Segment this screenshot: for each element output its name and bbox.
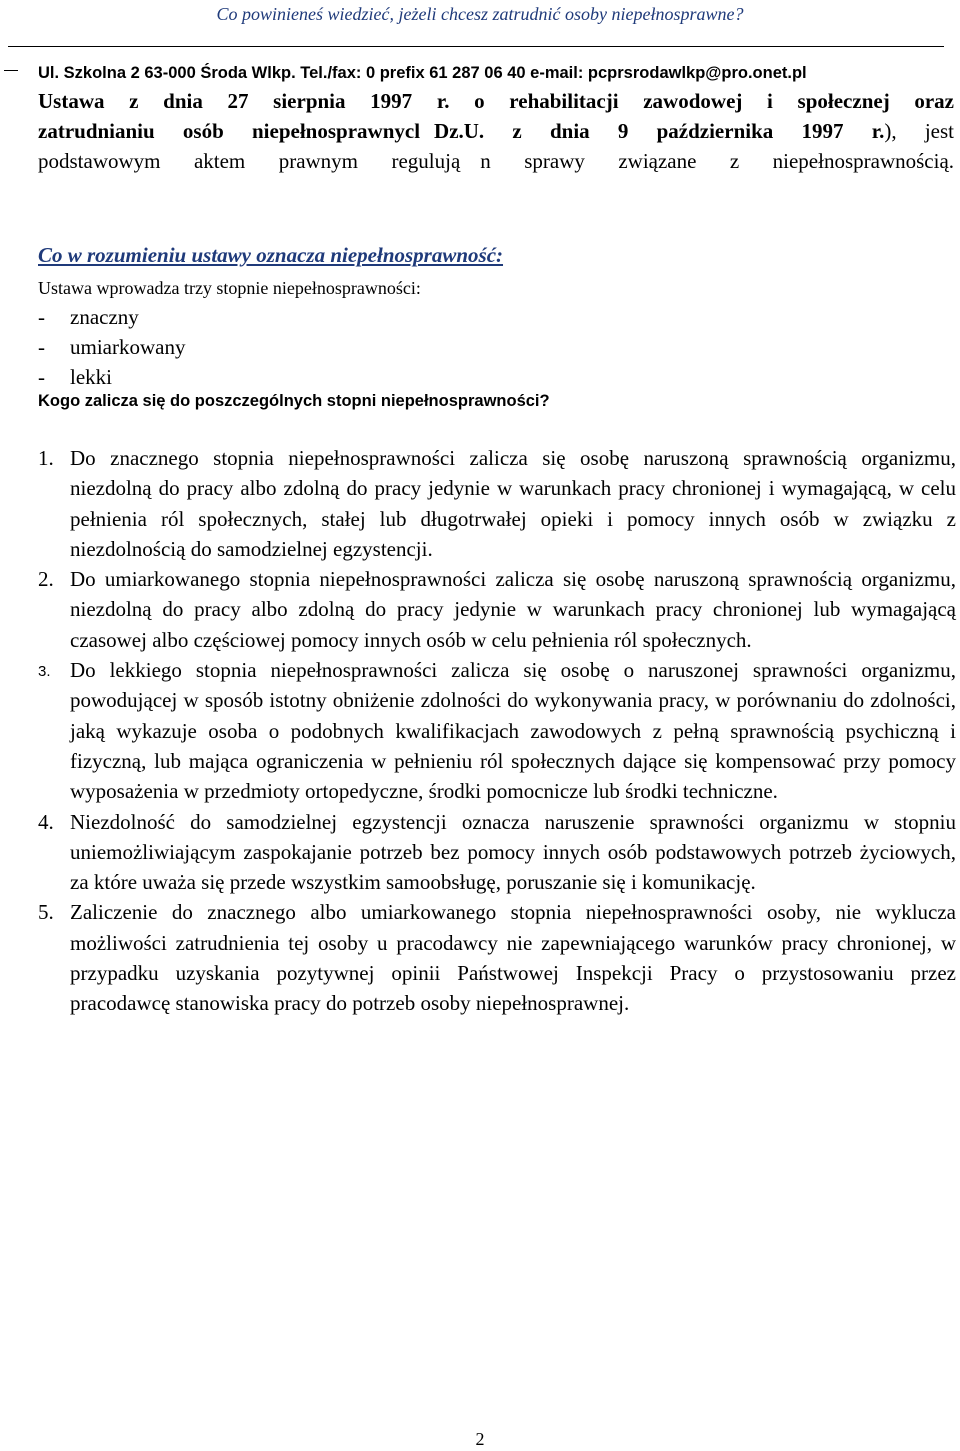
intro-line-2 — [38, 116, 954, 146]
intro-line-2-part-c: ), jest — [884, 119, 955, 143]
list-item-number: 1. — [38, 446, 54, 470]
degree-dash: - — [38, 365, 45, 389]
intro-line-3 — [38, 146, 954, 176]
margin-dash — [4, 70, 18, 71]
contact-line: Ul. Szkolna 2 63-000 Środa Wlkp. Tel./fax: 0 prefix 61 287 06 40 e-mail: pcprsrodawlkp@pro.onet.pl — [38, 64, 807, 82]
list-item-text: Zaliczenie do znacznego albo umiarkowanego stopnia niepełnosprawności osoby, nie wyklucza możliwości zatrudnienia tej osoby u pracodawcy nie zapewniającego warunków pracy chronionej, w przypadku uzyskania pozytywnej opinii Państwowej Inspekcji Pracy o przystosowaniu przez pracodawcę stanowiska pracy do potrzeb osoby niepełnosprawnej. — [70, 900, 956, 1016]
degree-list — [38, 302, 185, 392]
page-header-title: Co powinieneś wiedzieć, jeżeli chcesz zatrudnić osoby niepełnosprawne? — [216, 4, 744, 24]
section-heading: Co w rozumieniu ustawy oznacza niepełnosprawność: — [38, 243, 504, 267]
list-item-number: 4. — [38, 809, 54, 834]
intro-line-2-part-b: Dz.U. z dnia 9 października 1997 r. — [434, 119, 885, 143]
list-item-text: Do umiarkowanego stopnia niepełnosprawności zalicza się osobę naruszoną sprawnością organizmu, niezdolną do pracy albo zdolną do pracy jedynie w warunkach pracy chronionej lub wymagającą czasowej albo częściowej pomocy innych osób w celu pełnienia ról społecznych. — [70, 567, 956, 652]
header-divider — [8, 46, 944, 47]
degree-dash: - — [38, 335, 45, 359]
list-item — [38, 807, 956, 898]
intro-line-3-part-a: podstawowym aktem prawnym regulują — [38, 149, 461, 173]
degree-dash: - — [38, 305, 45, 329]
degree-label: lekki — [70, 365, 112, 389]
list-item — [38, 655, 956, 806]
list-item-number: 5. — [38, 900, 54, 925]
list-item-text: Do lekkiego stopnia niepełnosprawności zalicza się osobę o naruszonej sprawności organizmu, powodującej w sposób istotny obniżenie zdolności do wykonywania pracy, w porównaniu do zdolności, jaką wykazuje osoba o podobnych kwalifikacjach zawodowych z pełną sprawnością psychiczną i fizyczną, lub mająca ograniczenia w pełnieniu ról społecznych dające się kompensować przy pomocy wyposażenia w przedmioty ortopedyczne, środki pomocnicze lub środki techniczne. — [70, 658, 956, 804]
degree-label: umiarkowany — [70, 335, 186, 359]
page-number: 2 — [475, 1429, 485, 1449]
numbered-list — [38, 443, 956, 1019]
list-item — [38, 897, 956, 1018]
list-item — [38, 564, 956, 655]
degree-item — [38, 332, 185, 362]
intro-paragraph — [38, 86, 954, 176]
degree-label: znaczny — [70, 305, 139, 329]
list-item-number: 2. — [38, 567, 54, 592]
list-item-text: Niezdolność do samodzielnej egzystencji oznacza naruszenie sprawności organizmu w stopniu uniemożliwiającym zaspokajanie potrzeb bez pomocy innych osób podstawowych potrzeb życiowych, za które uważa się przede wszystkim samoobsługę, poruszanie się i komunikację. — [70, 809, 956, 895]
intro-line-3-part-b: n sprawy związane z niepełnosprawnością. — [480, 149, 955, 173]
section-lead-text: Ustawa wprowadza trzy stopnie niepełnosprawności: — [38, 278, 421, 298]
intro-line-1 — [38, 86, 954, 116]
degree-item — [38, 302, 185, 332]
list-item-text: Do znacznego stopnia niepełnosprawności zalicza się osobę naruszoną sprawnością organizmu, niezdolną do pracy albo zdolną do pracy jedynie w warunkach pracy chronionej i wymagającą, w celu pełnienia ról społecznych, stałej lub długotrwałej opieki i pomocy innych osób w związku z niezdolnością do samodzielnej egzystencji. — [70, 446, 956, 561]
intro-line-1-text: Ustawa z dnia 27 sierpnia 1997 r. o rehabilitacji zawodowej i społecznej oraz — [38, 89, 954, 113]
list-item-number: 3. — [38, 663, 51, 681]
list-item — [38, 443, 956, 564]
question-heading: Kogo zalicza się do poszczególnych stopni niepełnosprawności? — [38, 392, 550, 410]
degree-item — [38, 362, 185, 392]
intro-line-2-part-a: zatrudnianiu osób niepełnosprawnycl — [38, 119, 421, 143]
